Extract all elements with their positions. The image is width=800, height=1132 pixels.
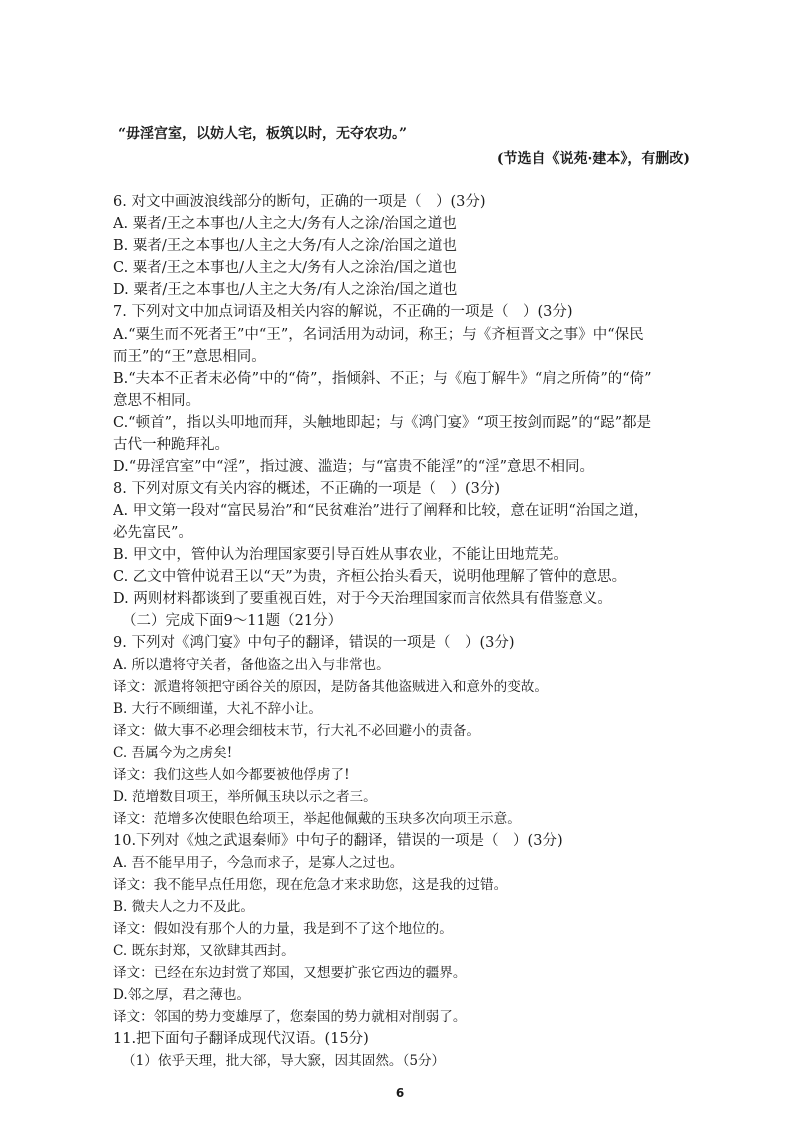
question-7-option-c-cont: 古代一种跪拜礼。	[113, 437, 229, 453]
question-8-option-d: D. 两则材料都谈到了要重视百姓，对于今天治理国家而言依然具有借鉴意义。	[113, 591, 612, 607]
question-10-translation-b: 译文：假如没有那个人的力量，我是到不了这个地位的。	[113, 921, 453, 937]
question-10-translation-d: 译文：邻国的势力变雄厚了，您秦国的势力就相对削弱了。	[113, 1009, 467, 1025]
question-8-stem: 8. 下列对原文有关内容的概述，不正确的一项是（ ）(3分)	[113, 481, 500, 497]
question-9-option-d: D. 范增数目项王，举所佩玉玦以示之者三。	[113, 789, 377, 805]
question-8-option-a: A. 甲文第一段对“富民易治”和“民贫难治”进行了阐释和比较，意在证明“治国之道，	[113, 503, 649, 519]
question-6-option-b: B. 粟者/王之本事也/人主之大务/有人之涂/治国之道也	[113, 238, 457, 254]
question-10-translation-c: 译文：已经在东边封赏了郑国，又想要扩张它西边的疆界。	[113, 965, 467, 981]
quote-line: “毋淫宫室，以妨人宅，板筑以时，无夺农功。”	[118, 126, 408, 142]
question-7-option-d: D.“毋淫宫室”中“淫”，指过渡、滥造；与“富贵不能淫”的“淫”意思不相同。	[113, 459, 595, 475]
question-7-option-a-cont: 而王”的“王”意思相同。	[113, 349, 266, 365]
question-10-option-c: C. 既东封郑，又欲肆其西封。	[113, 943, 295, 959]
question-9-stem: 9. 下列对《鸿门宴》中句子的翻译，错误的一项是（ ）(3分)	[113, 635, 515, 651]
page-number: 6	[395, 1086, 405, 1100]
section-two-heading: （二）完成下面9～11题（21分）	[122, 613, 343, 629]
question-6-option-d: D. 粟者/王之本事也/人主之大务/有人之涂治/国之道也	[113, 282, 458, 298]
question-7-option-a: A.“粟生而不死者王”中“王”，名词活用为动词，称王；与《齐桓晋文之事》中“保民	[113, 327, 644, 343]
question-9-option-b: B. 大行不顾细谨，大礼不辞小让。	[113, 701, 322, 717]
question-6-stem: 6. 对文中画波浪线部分的断句，正确的一项是（ ）(3分)	[113, 194, 486, 210]
question-9-translation-a: 译文：派遣将领把守函谷关的原因，是防备其他盗贼进入和意外的变故。	[113, 679, 548, 695]
question-10-translation-a: 译文：我不能早点任用您，现在危急才来求助您，这是我的过错。	[113, 877, 508, 893]
question-9-translation-d: 译文：范增多次使眼色给项王，举起他佩戴的玉玦多次向项王示意。	[113, 811, 521, 827]
question-7-stem: 7. 下列对文中加点词语及相关内容的解说，不正确的一项是（ ）(3分)	[113, 304, 573, 320]
question-6-option-c: C. 粟者/王之本事也/人主之大/务有人之涂治/国之道也	[113, 260, 457, 276]
question-11-stem: 11.把下面句子翻译成现代汉语。(15分)	[113, 1031, 369, 1047]
question-9-option-c: C. 吾属今为之虏矣!	[113, 745, 233, 761]
question-8-option-c: C. 乙文中管仲说君王以“天”为贵，齐桓公抬头看天，说明他理解了管仲的意思。	[113, 569, 627, 585]
question-10-option-b: B. 微夫人之力不及此。	[113, 899, 254, 915]
question-6-option-a: A. 粟者/王之本事也/人主之大/务有人之涂/治国之道也	[113, 216, 457, 232]
question-9-option-a: A. 所以遣将守关者，备他盗之出入与非常也。	[113, 657, 390, 673]
question-10-stem: 10.下列对《烛之武退秦师》中句子的翻译，错误的一项是（ ）(3分)	[113, 833, 563, 849]
question-9-translation-b: 译文：做大事不必理会细枝末节，行大礼不必回避小的责备。	[113, 723, 481, 739]
question-10-option-d: D.邻之厚，君之薄也。	[113, 987, 251, 1003]
question-7-option-b-cont: 意思不相同。	[113, 393, 200, 409]
question-10-option-a: A. 吾不能早用子，今急而求子，是寡人之过也。	[113, 855, 404, 871]
question-7-option-b: B.“夫本不正者末必倚”中的“倚”，指倾斜、不正；与《庖丁解牛》“肩之所倚”的“倚”	[113, 371, 652, 387]
question-9-translation-c: 译文：我们这些人如今都要被他俘虏了!	[113, 767, 350, 783]
source-citation: (节选自《说苑·建本》，有删改)	[496, 151, 690, 167]
question-8-option-b: B. 甲文中，管仲认为治理国家要引导百姓从事农业，不能让田地荒芜。	[113, 547, 568, 563]
question-7-option-c: C.“顿首”，指以头叩地而拜，头触地即起；与《鸿门宴》“项王按剑而跽”的“跽”都是	[113, 415, 652, 431]
question-8-option-a-cont: 必先富民”。	[113, 525, 193, 541]
question-11-item-1: （1）依乎天理，批大郤，导大窾，因其固然。（5分）	[122, 1053, 446, 1069]
